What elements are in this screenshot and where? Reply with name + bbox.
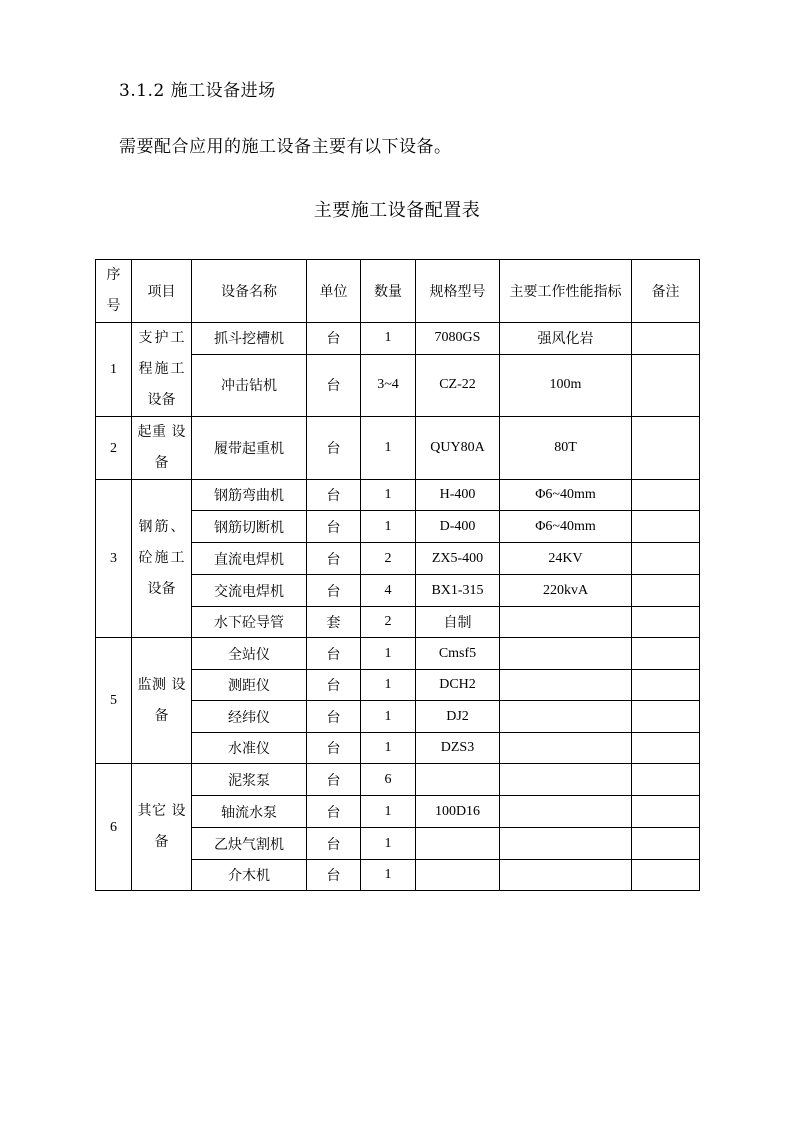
equipment-remark — [632, 354, 700, 416]
equipment-remark — [632, 828, 700, 860]
equipment-performance — [500, 638, 632, 670]
group-category — [132, 323, 192, 417]
group-category — [132, 764, 192, 891]
equipment-unit: 台 — [307, 354, 361, 416]
equipment-unit: 台 — [307, 733, 361, 764]
equipment-remark — [632, 860, 700, 891]
equipment-remark — [632, 511, 700, 543]
equipment-name: 水准仪 — [192, 733, 307, 764]
equipment-unit: 台 — [307, 701, 361, 733]
header-unit: 单位 — [307, 260, 361, 323]
equipment-performance — [500, 828, 632, 860]
equipment-remark — [632, 543, 700, 575]
equipment-name: 冲击钻机 — [192, 354, 307, 416]
group-seq: 5 — [96, 638, 132, 764]
group-category — [132, 417, 192, 480]
equipment-qty: 1 — [361, 701, 416, 733]
header-seq: 序号 — [96, 260, 132, 323]
equipment-model: 自制 — [416, 607, 500, 638]
equipment-table — [95, 259, 700, 891]
equipment-performance — [500, 860, 632, 891]
header-remark: 备注 — [632, 260, 700, 323]
equipment-model: DCH2 — [416, 670, 500, 701]
equipment-performance: Φ6~40mm — [500, 480, 632, 511]
equipment-unit: 台 — [307, 670, 361, 701]
header-perf: 主要工作性能指标 — [500, 260, 632, 323]
equipment-unit: 台 — [307, 323, 361, 355]
header-item: 项目 — [132, 260, 192, 323]
equipment-qty: 2 — [361, 607, 416, 638]
equipment-remark — [632, 733, 700, 764]
equipment-qty: 1 — [361, 511, 416, 543]
equipment-performance — [500, 733, 632, 764]
group-seq: 2 — [96, 417, 132, 480]
equipment-performance: 220kvA — [500, 575, 632, 607]
equipment-performance: 100m — [500, 354, 632, 416]
equipment-model: DZS3 — [416, 733, 500, 764]
equipment-name: 泥浆泵 — [192, 764, 307, 796]
equipment-model: Cmsf5 — [416, 638, 500, 670]
equipment-model: 100D16 — [416, 796, 500, 828]
equipment-model — [416, 828, 500, 860]
table-header-row — [96, 260, 700, 323]
equipment-performance: 24KV — [500, 543, 632, 575]
intro-paragraph: 需要配合应用的施工设备主要有以下设备。 — [119, 137, 452, 157]
header-name: 设备名称 — [192, 260, 307, 323]
equipment-name: 钢筋弯曲机 — [192, 480, 307, 511]
group-category-label: 支护工程施工设备 — [138, 330, 185, 408]
equipment-unit: 台 — [307, 638, 361, 670]
equipment-qty: 1 — [361, 417, 416, 480]
header-model: 规格型号 — [416, 260, 500, 323]
equipment-unit: 台 — [307, 575, 361, 607]
equipment-name: 水下砼导管 — [192, 607, 307, 638]
equipment-unit: 台 — [307, 543, 361, 575]
group-category — [132, 638, 192, 764]
table-title: 主要施工设备配置表 — [313, 200, 481, 221]
equipment-model: CZ-22 — [416, 354, 500, 416]
equipment-remark — [632, 764, 700, 796]
equipment-remark — [632, 638, 700, 670]
equipment-remark — [632, 796, 700, 828]
equipment-qty: 1 — [361, 796, 416, 828]
equipment-name: 履带起重机 — [192, 417, 307, 480]
equipment-name: 全站仪 — [192, 638, 307, 670]
equipment-name: 经纬仪 — [192, 701, 307, 733]
equipment-unit: 台 — [307, 511, 361, 543]
group-category-label: 起重 设备 — [137, 424, 186, 471]
table-row — [96, 323, 700, 355]
group-category-label: 钢筋、砼施工设备 — [138, 519, 185, 597]
equipment-unit: 台 — [307, 828, 361, 860]
equipment-model: H-400 — [416, 480, 500, 511]
equipment-remark — [632, 323, 700, 355]
group-category-label: 监测 设备 — [137, 676, 186, 724]
equipment-unit: 台 — [307, 764, 361, 796]
equipment-performance — [500, 607, 632, 638]
equipment-performance — [500, 764, 632, 796]
equipment-performance: 80T — [500, 417, 632, 480]
equipment-qty: 1 — [361, 323, 416, 355]
equipment-remark — [632, 480, 700, 511]
equipment-performance — [500, 796, 632, 828]
equipment-model — [416, 764, 500, 796]
equipment-unit: 台 — [307, 417, 361, 480]
table-row — [96, 764, 700, 796]
equipment-unit: 台 — [307, 796, 361, 828]
equipment-unit: 台 — [307, 480, 361, 511]
equipment-remark — [632, 417, 700, 480]
equipment-remark — [632, 607, 700, 638]
equipment-performance — [500, 701, 632, 733]
equipment-qty: 1 — [361, 670, 416, 701]
equipment-unit: 台 — [307, 860, 361, 891]
table-row — [96, 480, 700, 511]
table-body — [96, 323, 700, 891]
equipment-remark — [632, 575, 700, 607]
equipment-name: 乙炔气割机 — [192, 828, 307, 860]
equipment-qty: 2 — [361, 543, 416, 575]
equipment-model: 7080GS — [416, 323, 500, 355]
equipment-qty: 1 — [361, 480, 416, 511]
group-seq: 6 — [96, 764, 132, 891]
equipment-qty: 1 — [361, 638, 416, 670]
equipment-name: 介木机 — [192, 860, 307, 891]
table-row — [96, 638, 700, 670]
header-qty: 数量 — [361, 260, 416, 323]
equipment-qty: 6 — [361, 764, 416, 796]
equipment-model: QUY80A — [416, 417, 500, 480]
group-category — [132, 480, 192, 638]
equipment-performance — [500, 670, 632, 701]
equipment-model: ZX5-400 — [416, 543, 500, 575]
equipment-qty: 1 — [361, 860, 416, 891]
equipment-model — [416, 860, 500, 891]
equipment-model: BX1-315 — [416, 575, 500, 607]
equipment-name: 直流电焊机 — [192, 543, 307, 575]
equipment-qty: 1 — [361, 828, 416, 860]
group-category-label: 其它 设备 — [137, 803, 186, 850]
equipment-qty: 4 — [361, 575, 416, 607]
equipment-performance: 强风化岩 — [500, 323, 632, 355]
equipment-remark — [632, 701, 700, 733]
equipment-name: 抓斗挖槽机 — [192, 323, 307, 355]
equipment-model: D-400 — [416, 511, 500, 543]
group-seq: 3 — [96, 480, 132, 638]
equipment-remark — [632, 670, 700, 701]
equipment-name: 轴流水泵 — [192, 796, 307, 828]
equipment-unit: 套 — [307, 607, 361, 638]
equipment-qty: 1 — [361, 733, 416, 764]
equipment-qty: 3~4 — [361, 354, 416, 416]
equipment-model: DJ2 — [416, 701, 500, 733]
equipment-performance: Φ6~40mm — [500, 511, 632, 543]
group-seq: 1 — [96, 323, 132, 417]
equipment-name: 钢筋切断机 — [192, 511, 307, 543]
equipment-name: 交流电焊机 — [192, 575, 307, 607]
section-title: 3.1.2 施工设备进场 — [119, 81, 276, 101]
equipment-name: 测距仪 — [192, 670, 307, 701]
table-row — [96, 417, 700, 480]
